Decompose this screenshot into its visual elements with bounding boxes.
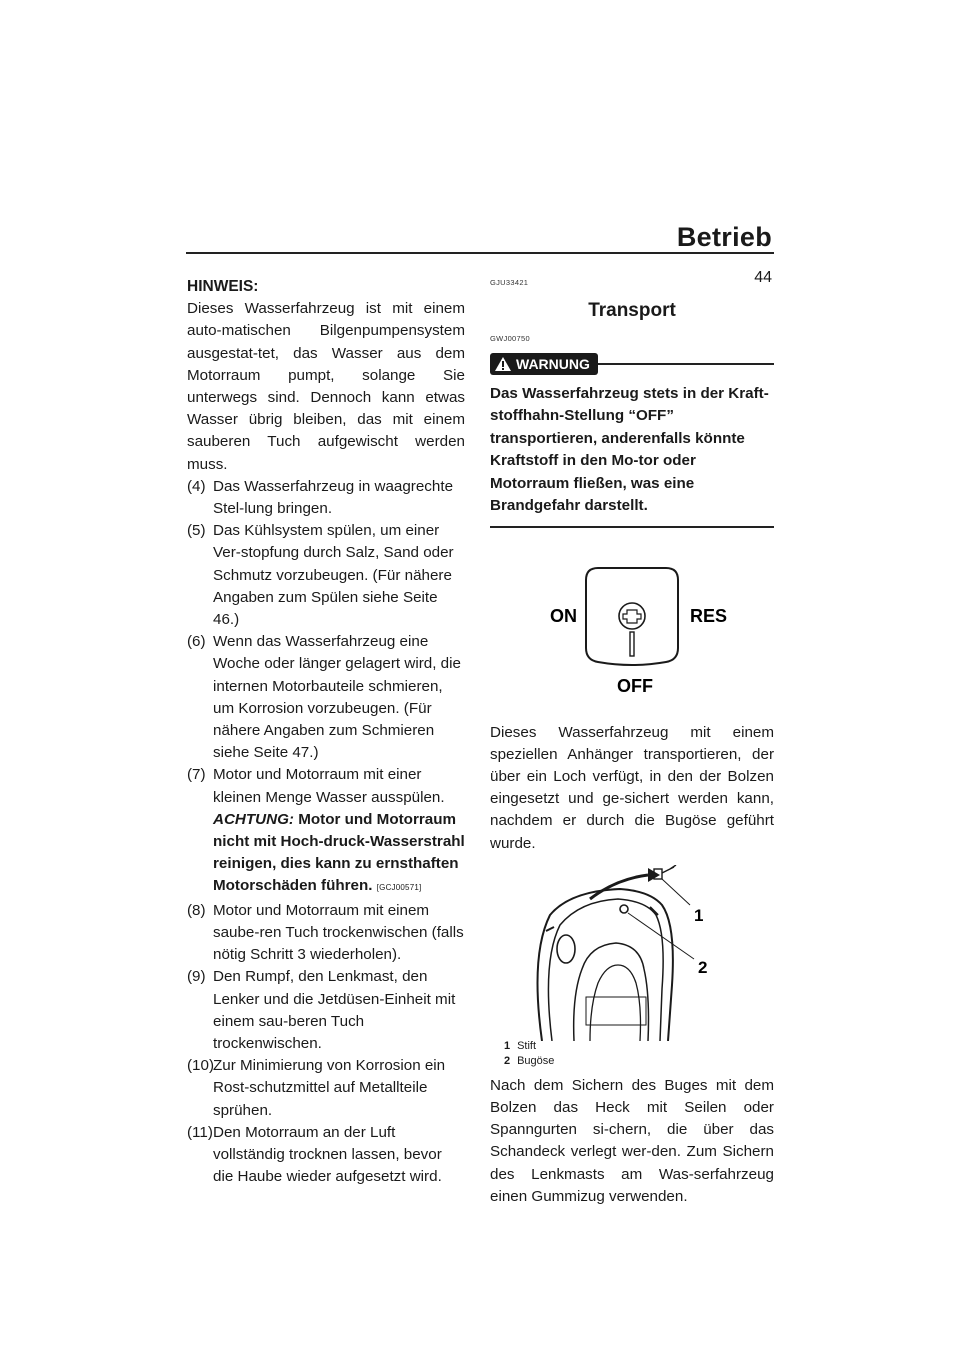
- warning-code: GWJ00750: [490, 334, 530, 344]
- step-text: Zur Minimierung von Korrosion ein Rost-schutzmittel auf Metallteile sprühen.: [213, 1057, 446, 1119]
- legend-item: [504, 1039, 774, 1054]
- left-column: [187, 274, 465, 1188]
- caution-code: [GCJ00571]: [376, 883, 422, 893]
- step-number: (9): [187, 968, 206, 986]
- step-text: Das Wasserfahrzeug in waagrechte Stel-lung bringen.: [213, 477, 454, 518]
- valve-label-off: OFF: [617, 675, 653, 696]
- valve-label-res: RES: [690, 605, 728, 626]
- callout-2: 2: [698, 957, 708, 977]
- step-text: Motor und Motorraum mit einer kleinen Menge Wasser ausspülen.: [213, 766, 445, 806]
- step-item: [187, 1055, 465, 1122]
- step-number: (11): [187, 1123, 213, 1141]
- step-number: (10): [187, 1057, 215, 1075]
- section-title: Transport: [588, 300, 676, 322]
- legend-number: 2: [504, 1054, 511, 1067]
- step-number: (5): [187, 522, 206, 540]
- legend-item: [504, 1054, 774, 1069]
- bow-eye-figure: [490, 865, 774, 1041]
- step-item: [187, 900, 465, 967]
- paragraph-trailer: Dieses Wasserfahrzeug mit einem speziellen Anhänger transportieren, der über ein Loch verfügt, in den der Bolzen eingesetzt und ge-sichert werden kann, nachdem er durch die Bugöse geführt wurde.: [490, 723, 774, 852]
- valve-label-on: ON: [550, 605, 577, 626]
- right-column: [490, 272, 774, 1208]
- note-heading: HINWEIS:: [187, 278, 259, 295]
- step-item: [187, 476, 465, 520]
- section-code: GJU33421: [490, 278, 529, 287]
- step-number: (7): [187, 766, 206, 784]
- legend-label: Stift: [517, 1039, 537, 1052]
- step-item: [187, 631, 465, 764]
- legend-label: Bugöse: [517, 1054, 555, 1067]
- caution-label: ACHTUNG:: [213, 810, 294, 828]
- step-item: [187, 520, 465, 631]
- warning-label: WARNUNG: [516, 355, 590, 372]
- warning-triangle-icon: [494, 356, 512, 372]
- step-text: Den Rumpf, den Lenkmast, den Lenker und die Jetdüsen-Einheit mit einem sau-beren Tuch trockenwischen.: [213, 968, 456, 1052]
- header-rule: [186, 252, 774, 254]
- step-item: [187, 1122, 465, 1189]
- step-text: Wenn das Wasserfahrzeug eine Woche oder länger gelagert wird, die internen Motorbauteile schmieren, um Korrosion vorzubeugen. (Für nähere Angaben zum Schmieren siehe Seite 47.): [213, 633, 461, 762]
- figure-legend: [504, 1039, 774, 1069]
- steps-list: [187, 476, 465, 1189]
- page-header-title: Betrieb: [676, 222, 772, 252]
- warning-header: [490, 353, 774, 375]
- step-item: [187, 764, 465, 899]
- step-number: (8): [187, 901, 206, 919]
- paragraph-securing: Nach dem Sichern des Buges mit dem Bolzen das Heck mit Seilen oder Spanngurten si-chern, die über das Schandeck verlegt wer-den. Zum Sichern des Lenkmasts am Was-serfahrzeug einen Gummizug verwenden.: [490, 1076, 774, 1205]
- legend-number: 1: [504, 1039, 511, 1052]
- step-item: [187, 966, 465, 1055]
- page-number: 44: [754, 269, 772, 286]
- step-text: Den Motorraum an der Luft vollständig trocknen lassen, bevor die Haube wieder aufgesetzt wird.: [213, 1123, 442, 1186]
- step-number: (4): [187, 477, 206, 495]
- callout-1: 1: [694, 905, 704, 925]
- step-text: Motor und Motorraum mit einem saube-ren Tuch trockenwischen (falls nötig Schritt 3 wiederholen).: [213, 901, 464, 964]
- step-number: (6): [187, 633, 206, 651]
- caution-text: Motor und Motorraum nicht mit Hoch-druck-Wasserstrahl reinigen, dies kann zu ernsthaften Motorschäden führen.: [213, 810, 465, 895]
- note-text: Dieses Wasserfahrzeug ist mit einem auto-matischen Bilgenpumpensystem ausgestat-tet, das Wasser aus dem Motorraum pumpt, solange Sie unterwegs sind. Dennoch kann etwas Wasser übrig bleiben, das mit einem sauberen Tuch aufgewischt werden muss.: [187, 300, 465, 473]
- fuel-valve-illustration: [490, 528, 774, 722]
- warning-text: Das Wasserfahrzeug stets in der Kraft-stoffhahn-Stellung “OFF” transportieren, anderenfalls könnte Kraftstoff in den Mo-tor oder Motorraum fließen, was eine Brandgefahr darstellt.: [490, 384, 769, 515]
- warning-rule: [598, 363, 774, 365]
- step-text: Das Kühlsystem spülen, um einer Ver-stopfung durch Salz, Sand oder Schmutz vorzubeugen. (Für nähere Angaben zum Spülen siehe Seite 46.): [213, 522, 454, 629]
- watercraft-bow-illustration: [490, 865, 774, 1041]
- warning-badge: [490, 353, 598, 375]
- fuel-valve-figure: [490, 528, 774, 722]
